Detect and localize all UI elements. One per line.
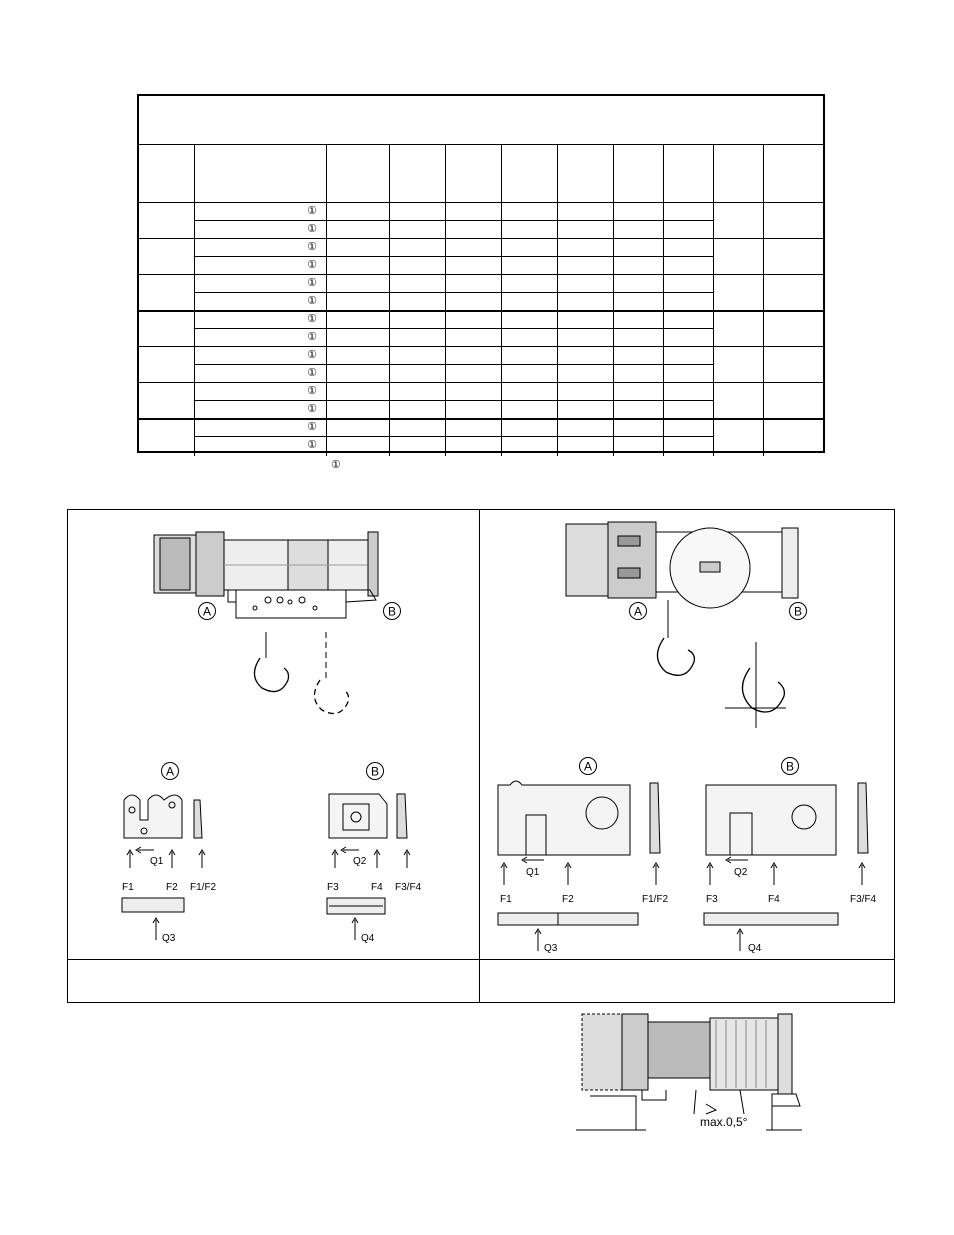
row-note-marker: ①	[307, 205, 317, 217]
table-gridline	[139, 238, 823, 239]
row-note-marker: ①	[307, 223, 317, 235]
row-note-marker: ①	[307, 385, 317, 397]
right-callout-b-icon	[788, 601, 808, 621]
row-note-marker: ①	[307, 367, 317, 379]
svg-text:Q3: Q3	[162, 933, 176, 944]
right-detail-b-drawing	[700, 755, 885, 955]
svg-text:B: B	[785, 759, 795, 774]
svg-text:F1/F2: F1/F2	[190, 882, 217, 893]
table-gridline	[139, 202, 823, 203]
svg-text:A: A	[165, 764, 175, 779]
svg-text:F3/F4: F3/F4	[850, 894, 877, 905]
table-gridline	[139, 274, 823, 275]
svg-text:Q3: Q3	[544, 943, 558, 954]
drum-alignment-drawing	[576, 1010, 806, 1138]
left-detail-b-drawing	[315, 760, 425, 955]
table-gridline	[194, 292, 713, 293]
row-note-marker: ①	[307, 403, 317, 415]
svg-text:A: A	[202, 604, 212, 619]
table-gridline	[326, 144, 327, 456]
caption-separator	[68, 959, 894, 960]
table-gridline	[445, 144, 446, 456]
table-gridline	[139, 382, 823, 383]
svg-text:F4: F4	[768, 894, 780, 905]
table-gridline	[663, 144, 664, 456]
row-note-marker: ①	[307, 259, 317, 271]
svg-text:F2: F2	[166, 882, 178, 893]
table-gridline	[139, 144, 823, 145]
specification-table	[137, 94, 825, 453]
row-note-marker: ①	[307, 439, 317, 451]
row-note-marker: ①	[307, 331, 317, 343]
table-gridline	[139, 346, 823, 347]
table-gridline	[139, 310, 823, 312]
right-detail-a-drawing	[490, 755, 690, 955]
table-footnote-marker: ①	[331, 459, 341, 471]
row-note-marker: ①	[307, 277, 317, 289]
svg-text:F3: F3	[327, 882, 339, 893]
svg-text:Q1: Q1	[150, 856, 164, 867]
row-note-marker: ①	[307, 295, 317, 307]
table-gridline	[139, 418, 823, 420]
left-callout-b-icon	[382, 601, 402, 621]
row-note-marker: ①	[307, 313, 317, 325]
svg-text:B: B	[793, 604, 803, 619]
svg-text:F1: F1	[122, 882, 134, 893]
svg-text:Q4: Q4	[748, 943, 762, 954]
svg-text:F1/F2: F1/F2	[642, 894, 669, 905]
right-callout-a-icon	[628, 601, 648, 621]
figure-divider	[479, 510, 480, 1002]
row-note-marker: ①	[307, 421, 317, 433]
svg-text:F2: F2	[562, 894, 574, 905]
left-hoist-drawing	[140, 520, 420, 745]
svg-text:B: B	[370, 764, 380, 779]
table-gridline	[194, 144, 195, 456]
table-gridline	[557, 144, 558, 456]
svg-text:Q4: Q4	[361, 933, 375, 944]
svg-text:A: A	[633, 604, 643, 619]
svg-text:F3: F3	[706, 894, 718, 905]
table-gridline	[194, 328, 713, 329]
left-detail-a-drawing	[110, 760, 230, 955]
table-gridline	[389, 144, 390, 456]
svg-text:F3/F4: F3/F4	[395, 882, 422, 893]
svg-text:F4: F4	[371, 882, 383, 893]
svg-text:F1: F1	[500, 894, 512, 905]
right-hoist-drawing	[560, 518, 820, 743]
table-gridline	[501, 144, 502, 456]
row-note-marker: ①	[307, 241, 317, 253]
table-gridline	[194, 256, 713, 257]
row-note-marker: ①	[307, 349, 317, 361]
svg-text:A: A	[583, 759, 593, 774]
svg-text:B: B	[387, 604, 397, 619]
table-gridline	[194, 220, 713, 221]
table-gridline	[613, 144, 614, 456]
table-gridline	[194, 400, 713, 401]
table-gridline	[194, 364, 713, 365]
table-gridline	[713, 144, 714, 456]
table-gridline	[763, 144, 764, 456]
angle-label: max.0,5°	[700, 1115, 748, 1129]
svg-text:Q1: Q1	[526, 867, 540, 878]
svg-text:Q2: Q2	[353, 856, 367, 867]
svg-text:Q2: Q2	[734, 867, 748, 878]
table-gridline	[194, 436, 713, 437]
left-callout-a-icon	[197, 601, 217, 621]
